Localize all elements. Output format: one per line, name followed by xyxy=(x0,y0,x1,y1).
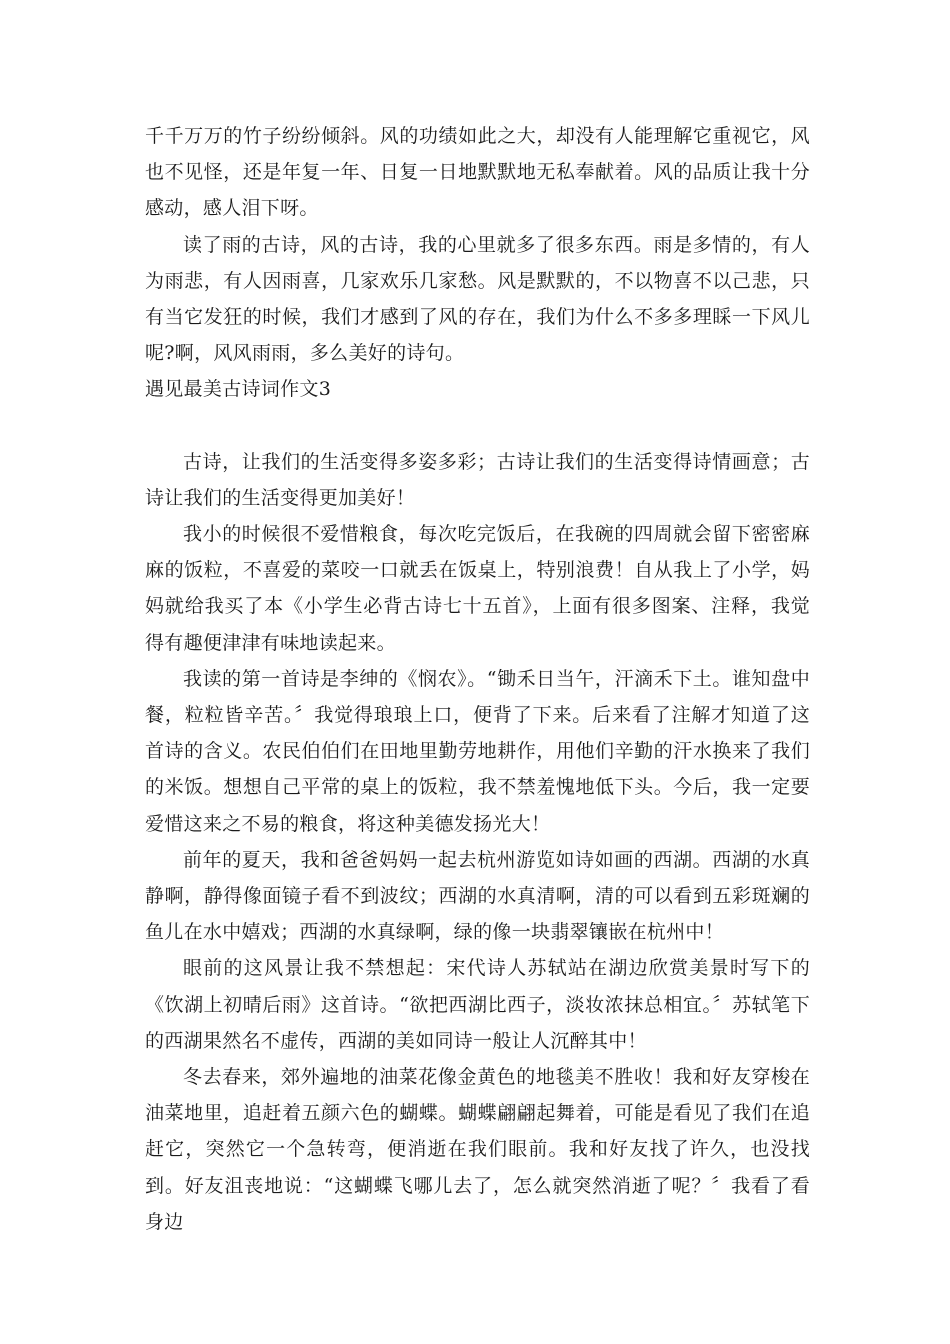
section-gap xyxy=(145,408,810,444)
section-title: 遇见最美古诗词作文3 xyxy=(145,378,332,401)
paragraph-intro: 古诗，让我们的生活变得多姿多彩；古诗让我们的生活变得诗情画意；古诗让我们的生活变得更加美好！ xyxy=(145,450,810,509)
paragraph-su-shi-poem: 眼前的这风景让我不禁想起：宋代诗人苏轼站在湖边欣赏美景时写下的《饮湖上初晴后雨》这首诗。“欲把西湖比西子，淡妆浓抹总相宜。〞苏轼笔下的西湖果然名不虚传，西湖的美如同诗一般让人沉醉其中！ xyxy=(145,957,810,1052)
document-page xyxy=(145,118,810,1240)
paragraph-wind-rain-reflection: 读了雨的古诗，风的古诗，我的心里就多了很多东西。雨是多情的，有人为雨悲，有人因雨喜，几家欢乐几家愁。风是默默的，不以物喜不以己悲，只有当它发狂的时候，我们才感到了风的存在，我们为什么不多多理睬一下风儿呢?啊，风风雨雨，多么美好的诗句。 xyxy=(145,233,810,365)
continuation-paragraph: 千千万万的竹子纷纷倾斜。风的功绩如此之大，却没有人能理解它重视它，风也不见怪，还是年复一年、日复一日地默默地无私奉献着。风的品质让我十分感动，感人泪下呀。 xyxy=(145,125,810,220)
paragraph-west-lake: 前年的夏天，我和爸爸妈妈一起去杭州游览如诗如画的西湖。西湖的水真静啊，静得像面镜子看不到波纹；西湖的水真清啊，清的可以看到五彩斑斓的鱼儿在水中嬉戏；西湖的水真绿啊，绿的像一块翡翠镶嵌在杭州中！ xyxy=(145,848,810,944)
paragraph-butterfly: 冬去春来，郊外遍地的油菜花像金黄色的地毯美不胜收！我和好友穿梭在油菜地里，追赶着五颜六色的蝴蝶。蝴蝶翩翩起舞着，可能是看见了我们在追赶它，突然它一个急转弯，便消逝在我们眼前。我和好友找了许久，也没找到。好友沮丧地说：“这蝴蝶飞哪儿去了，怎么就突然消逝了呢？〞我看了看身边 xyxy=(145,1066,810,1233)
paragraph-first-poem: 我读的第一首诗是李绅的《悯农》。“锄禾日当午，汗滴禾下土。谁知盘中餐，粒粒皆辛苦。〞我觉得琅琅上口，便背了下来。后来看了注解才知道了这首诗的含义。农民伯伯们在田地里勤劳地耕作，用他们辛勤的汗水换来了我们的米饭。想想自己平常的桌上的饭粒，我不禁羞愧地低下头。今后，我一定要爱惜这来之不易的粮食，将这种美德发扬光大！ xyxy=(145,667,810,835)
paragraph-childhood: 我小的时候很不爱惜粮食，每次吃完饭后，在我碗的四周就会留下密密麻麻的饭粒，不喜爱的菜咬一口就丢在饭桌上，特别浪费！自从我上了小学，妈妈就给我买了本《小学生必背古诗七十五首》，上面有很多图案、注释，我觉得有趣便津津有味地读起来。 xyxy=(145,523,810,654)
